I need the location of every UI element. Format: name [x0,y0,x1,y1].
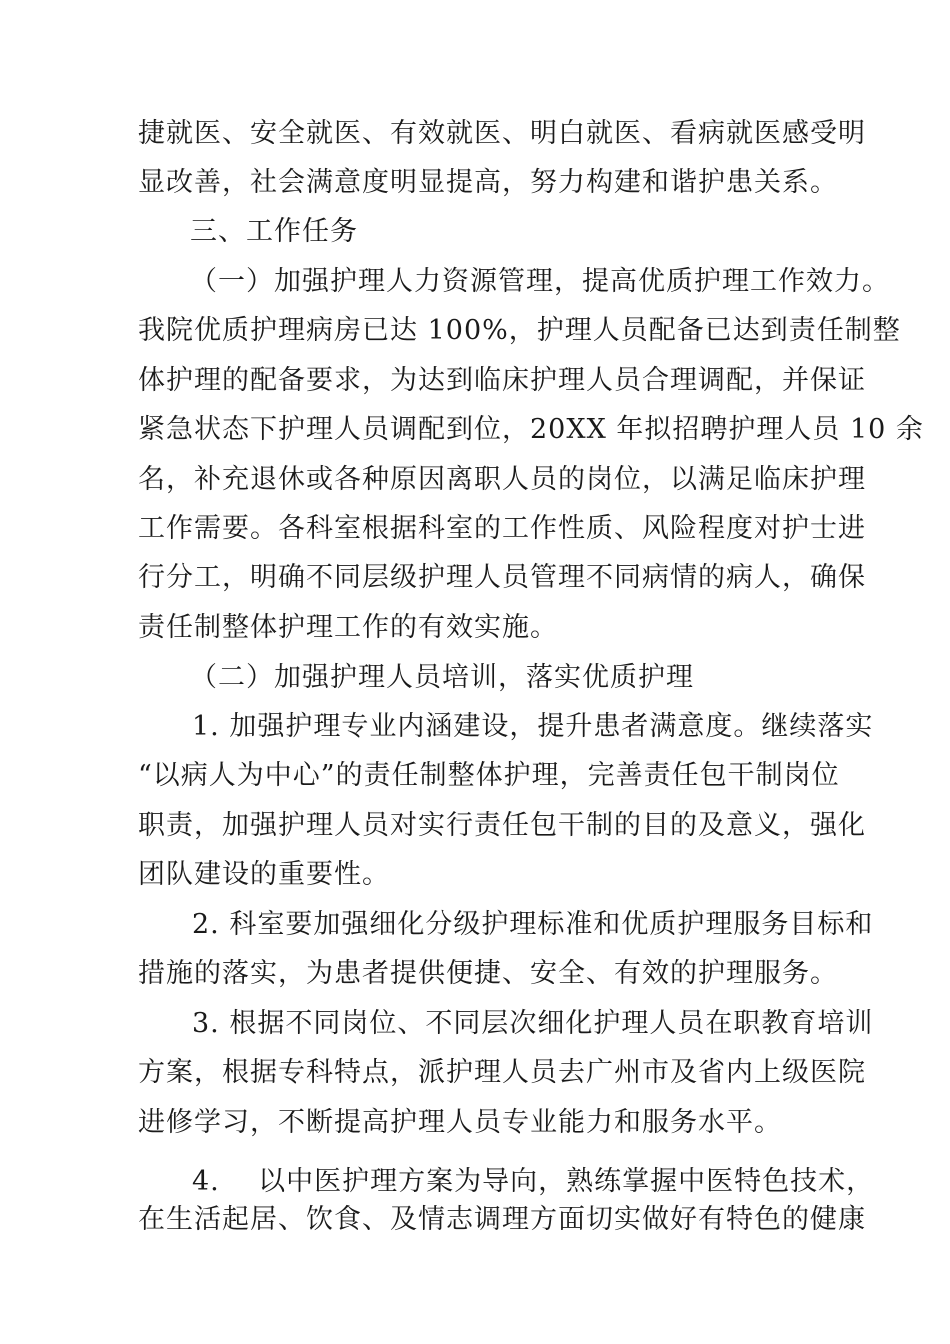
text-line: 名，补充退休或各种原因离职人员的岗位，以满足临床护理 [138,464,866,495]
text-line: 体护理的配备要求，为达到临床护理人员合理调配，并保证 [138,365,866,396]
subsection-heading: （二）加强护理人员培训，落实优质护理 [190,662,694,693]
text-line: 方案，根据专科特点，派护理人员去广州市及省内上级医院 [138,1057,866,1088]
text-line: 4. 以中医护理方案为导向，熟练掌握中医特色技术， [192,1166,875,1197]
text-line: 3. 根据不同岗位、不同层次细化护理人员在职教育培训 [192,1008,874,1039]
text-line: 显改善，社会满意度明显提高，努力构建和谐护患关系。 [138,167,838,198]
text-line: 团队建设的重要性。 [138,859,390,890]
text-line: 职责，加强护理人员对实行责任包干制的目的及意义，强化 [138,810,866,841]
section-heading: 三、工作任务 [190,216,358,247]
text-line: 责任制整体护理工作的有效实施。 [138,612,558,643]
text-line: 措施的落实，为患者提供便捷、安全、有效的护理服务。 [138,958,838,989]
text-line: 行分工，明确不同层级护理人员管理不同病情的病人，确保 [138,562,866,593]
subsection-heading: （一）加强护理人力资源管理，提高优质护理工作效力。 [190,266,890,297]
text-line: 在生活起居、饮食、及情志调理方面切实做好有特色的健康 [138,1204,866,1235]
text-line: 2. 科室要加强细化分级护理标准和优质护理服务目标和 [192,909,874,940]
text-line: 进修学习，不断提高护理人员专业能力和服务水平。 [138,1107,782,1138]
text-line: 工作需要。各科室根据科室的工作性质、风险程度对护士进 [138,513,866,544]
text-line: 1. 加强护理专业内涵建设，提升患者满意度。继续落实 [192,711,874,742]
text-line: 捷就医、安全就医、有效就医、明白就医、看病就医感受明 [138,118,866,149]
text-line: “以病人为中心”的责任制整体护理，完善责任包干制岗位 [138,760,840,791]
text-line: 我院优质护理病房已达 100%，护理人员配备已达到责任制整 [138,315,901,346]
text-line: 紧急状态下护理人员调配到位，20XX 年拟招聘护理人员 10 余 [138,414,924,445]
